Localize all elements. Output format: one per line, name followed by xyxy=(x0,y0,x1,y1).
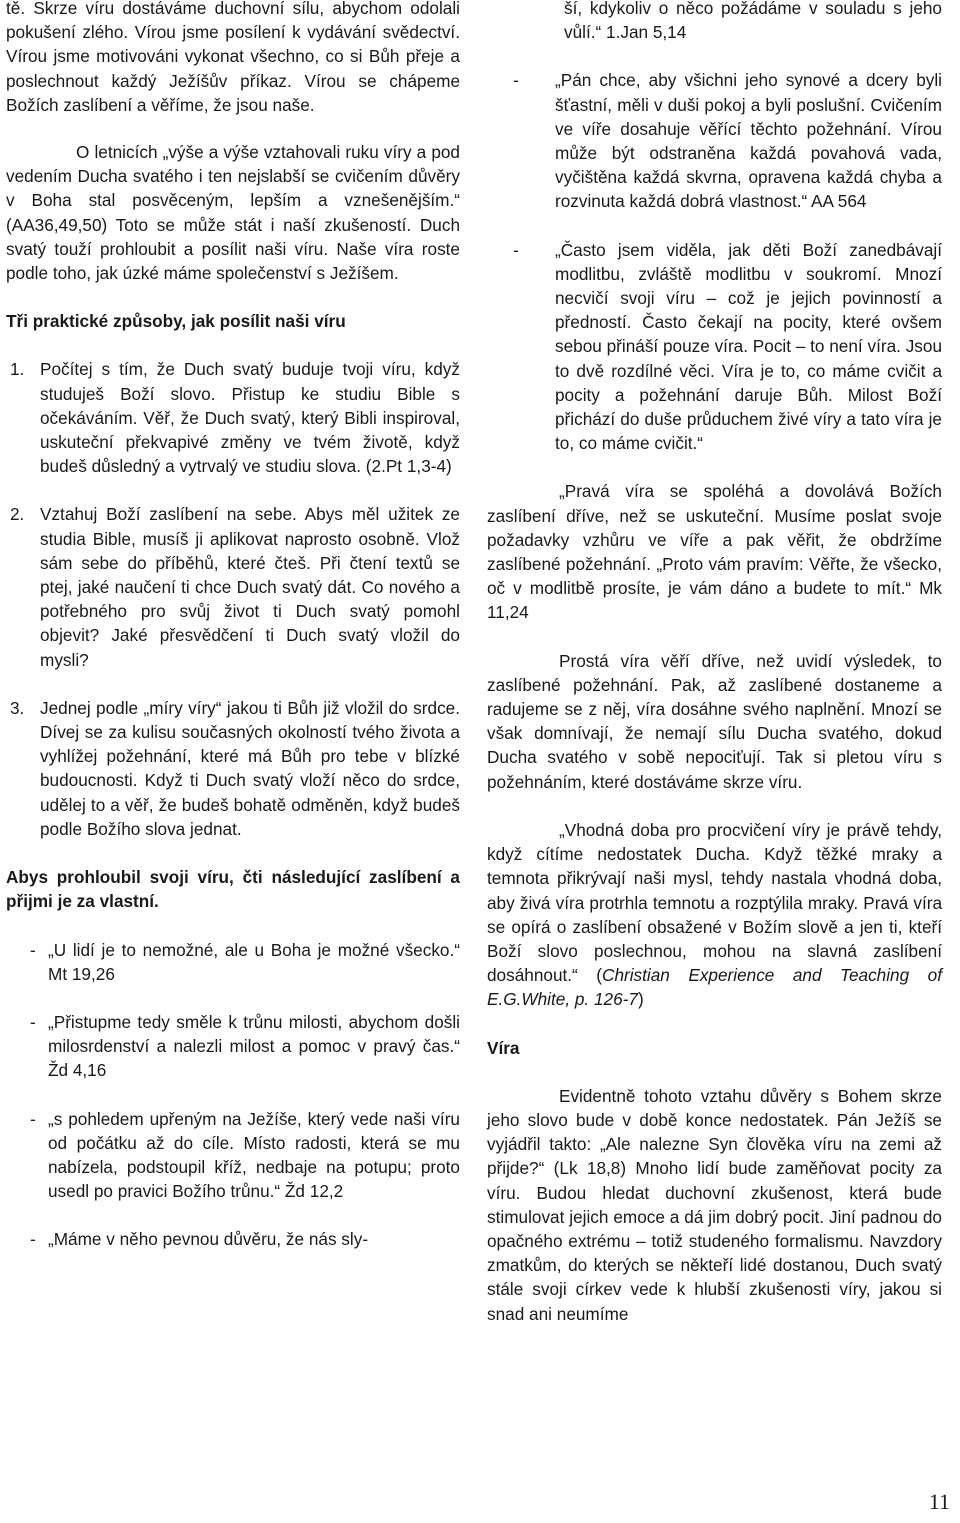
citation-close: ) xyxy=(637,989,644,1010)
intro-paragraph: tě. Skrze víru dostáváme duchovní sílu, abychom odolali pokušení zlého. Vírou jsme posílení k vydávání svědectví. Vírou jsme motivováni vykonat všechno, co si Bůh přeje a poslechnout každý Ježíšův příkaz. Vírou se chápeme Božích zaslíbení a věříme, že jsou naše. xyxy=(6,0,460,115)
list-item xyxy=(6,696,460,841)
list-item-number: 1. xyxy=(10,359,25,380)
simple-faith-paragraph: Prostá víra věří dříve, než uvidí výsledek, to zaslíbené požehnání. Pak, až zaslíbené dostaneme a radujeme se z něj, víra dosáhne svého naplnění. Mnozí se však domnívají, že nemají sílu Ducha svatého, dokud Ducha svatého v sobě nepociťují. Tak si pletou víru s požehnáním, které dostáváme skrze víru. xyxy=(487,650,942,792)
promise-text: „s pohledem upřeným na Ježíše, který vede naši víru od počátku až do cíle. Místo radosti, která se mu nabízela, podstoupil kříž, nedbaje na potupu; proto usedl po pravici Božího trůnu.“ Žd 12,2 xyxy=(48,1108,460,1202)
page-number: 11 xyxy=(928,1489,950,1514)
evident-paragraph: Evidentně tohoto vztahu důvěry s Bohem skrze jeho slovo bude v době konce nedostatek. Pán Ježíš se vyjádřil takto: „Ale nalezne Syn člověka víru na zemi až přijde?“ (Lk 18,8) Mnoho lidí bude zaměňovat pocity za víru. Budou hledat duchovní zkušenost, která bude stimulovat jejich emoce a dá jim dobrý pocit. Jiní padnou do opačného extrému – totiž studeného formalismu. Navzdory zmatkům, do kterých se někteří lidé dostanou, Duch svatý stále svoji církev vede k hlubší zkušenosti víry, jakou si snad ani neumíme xyxy=(487,1085,942,1324)
list-dash: - xyxy=(30,939,36,960)
list-item-text: Jednej podle „míry víry“ jakou ti Bůh již vložil do srdce. Dívej se za kulisu současných okolností tvého života a vyhlížej požehnání, které má Bůh pro tebe v blízké budoucnosti. Když ti Duch svatý vloží něco do srdce, udělej to a věř, že budeš bohatě odměněn, když budeš podle Božího slova jednat. xyxy=(40,697,460,839)
pentecost-paragraph: O letnicích „výše a výše vztahovali ruku víry a pod vedením Ducha svatého i ten nejslabší se cvičením důvěry v Boha stal posvěceným, lepším a vznešenějším.“ (AA36,49,50) Toto se může stát i naší zkušeností. Duch svatý touží prohloubit a posílit naši víru. Naše víra roste podle toho, jak úzké máme společenství s Ježíšem. xyxy=(6,142,460,284)
left-column xyxy=(6,0,460,1252)
three-ways-heading: Tři praktické způsoby, jak posílit naši víru xyxy=(6,311,346,332)
list-dash: - xyxy=(513,70,519,91)
continuation-text: ší, kdykoliv o něco požádáme v souladu s jeho vůlí.“ 1.Jan 5,14 xyxy=(564,0,942,43)
list-item xyxy=(6,502,460,671)
true-faith-paragraph: „Pravá víra se spoléhá a dovolává Božích zaslíbení dříve, než se uskuteční. Musíme poslat svoje požadavky vzhůru ve víře a pak věřit, že obdržíme zaslíbené požehnání. „Proto vám pravím: Věřte, že všecko, oč v modlitbě prosíte, je vám dáno a budete to mít.“ Mk 11,24 xyxy=(487,481,942,623)
list-dash: - xyxy=(513,239,519,260)
quote-text: „Často jsem viděla, jak děti Boží zanedbávají modlitbu, zvláště modlitbu v soukromí. Mnozí necvičí svoji víru – což je jejich povinností a předností. Často čekají na pocity, které ovšem sebou přináší pouze víra. Pocit – to není víra. Jsou to dvě rozdílné věci. Víra je to, co máme cvičit a pocity a požehnání daruje Bůh. Milost Boží přichází do duše průduchem živé víry a tato víra je to, co máme cvičit.“ xyxy=(555,239,942,454)
citation-title: Christian Experience and Teaching of E.G.White, p. 126-7 xyxy=(487,965,943,1010)
list-item xyxy=(6,938,460,986)
list-item-number: 2. xyxy=(10,504,25,525)
list-dash: - xyxy=(30,1229,36,1250)
list-item xyxy=(6,357,460,478)
quotes-list xyxy=(487,68,942,455)
citation-open: ( xyxy=(596,965,603,986)
list-item xyxy=(6,1227,460,1251)
list-item xyxy=(6,1107,460,1204)
three-ways-list xyxy=(6,357,460,841)
promise-text: „Přistupme tedy směle k trůnu milosti, abychom došli milosrdenství a nalezli milost a pomoc v pravý čas.“ Žd 4,16 xyxy=(48,1011,460,1081)
list-item xyxy=(6,1010,460,1083)
list-item-text: Vztahuj Boží zaslíbení na sebe. Abys měl užitek ze studia Bible, musíš ji aplikovat naprosto osobně. Vlož sám sebe do příběhů, které čteš. Při čtení textů se ptej, jaké naučení ti chce Duch svatý dát. Co nového a potřebného pro svůj život ti Duch svatý pomohl objevit? Jaké přesvědčení ti Duch svatý vložil do mysli? xyxy=(40,504,460,670)
promise-text: „U lidí je to nemožné, ale u Boha je možné všecko.“ Mt 19,26 xyxy=(48,939,460,984)
right-time-text: „Vhodná doba pro procvičení víry je právě tehdy, když cítíme nedostatek Ducha. Když těžké mraky a temnota přikrývají naši mysl, tehdy nastala vhodná doba, aby živá víra protrhla temnotu a rozptýlila mraky. Pravá víra se opírá o zaslíbení obsažené v Božím slově a jen ti, kteří Boží slovo poslechnou, mohou na slavná zaslíbení dosáhnout.“ xyxy=(487,819,942,986)
list-item xyxy=(487,238,942,456)
list-dash: - xyxy=(30,1011,36,1032)
list-item-number: 3. xyxy=(10,697,25,718)
promise-text: „Máme v něho pevnou důvěru, že nás sly- xyxy=(48,1229,369,1250)
promises-list xyxy=(6,938,460,1252)
quote-text: „Pán chce, aby všichni jeho synové a dcery byli šťastní, měli v duši pokoj a byli poslušní. Cvičením ve víře dosahuje věřící těchto požehnání. Vírou může být odstraněna každá povahová vada, vyčištěna každá skvrna, opravena každá chyba a rozvinuta každá dobrá vlastnost.“ AA 564 xyxy=(555,70,942,212)
right-time-paragraph xyxy=(487,818,942,1012)
list-item xyxy=(487,68,942,213)
list-dash: - xyxy=(30,1108,36,1129)
right-column xyxy=(487,0,942,1326)
faith-heading: Víra xyxy=(487,1037,520,1058)
list-item-text: Počítej s tím, že Duch svatý buduje tvoji víru, když studuješ Boží slovo. Přistup ke studiu Bible s očekáváním. Věř, že Duch svatý, který Bibli inspiroval, uskuteční překvapivé změny ve tvém životě, když budeš důsledný a vytrvalý ve studiu slova. (2.Pt 1,3-4) xyxy=(40,359,460,477)
promises-heading: Abys prohloubil svoji víru, čti následující zaslíbení a přijmi je za vlastní. xyxy=(6,867,460,912)
continuation-paragraph xyxy=(487,0,942,44)
